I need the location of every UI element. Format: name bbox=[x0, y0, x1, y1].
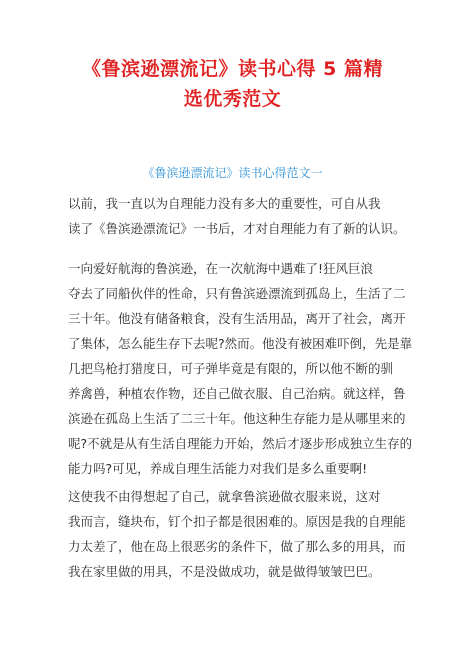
paragraph-1 bbox=[68, 191, 406, 241]
title-line: 选优秀范文 bbox=[183, 88, 282, 110]
text-line: 能力吗?可见，养成自理生活能力对我们是多么重要啊! bbox=[68, 461, 368, 476]
text-line: 读了《鲁滨逊漂流记》一书后，才对自理能力有了新的认识。 bbox=[68, 221, 406, 236]
text-line: 我而言，缝块布，钉个扣子都是很困难的。原因是我的自理能 bbox=[68, 514, 406, 529]
text-line: 这使我不由得想起了自己，就拿鲁滨逊做衣服来说，这对 bbox=[68, 489, 381, 504]
text-line: 三十年。他没有储备粮食，没有生活用品，离开了社会，离开 bbox=[68, 311, 406, 326]
text-line: 以前，我一直以为自理能力没有多大的重要性，可自从我 bbox=[68, 196, 381, 211]
section-subtitle: 《鲁滨逊漂流记》读书心得范文一 bbox=[142, 166, 323, 180]
text-line: 我在家里做的用具，不是没做成功，就是做得皱皱巴巴。 bbox=[68, 564, 381, 579]
text-line: 夺去了同船伙伴的性命，只有鲁滨逊漂流到孤岛上，生活了二 bbox=[68, 286, 406, 301]
text-line: 呢?不就是从有生活自理能力开始，然后才逐步形成独立生存的 bbox=[68, 436, 413, 451]
text-line: 力太差了，他在岛上很恶劣的条件下，做了那么多的用具，而 bbox=[68, 539, 406, 554]
text-line: 几把鸟枪打猎度日，可子弹毕竟是有限的，所以他不断的驯 bbox=[68, 361, 394, 376]
paragraph-3 bbox=[68, 484, 406, 584]
text-line: 了集体，怎么能生存下去呢?然而。他没有被困难吓倒，先是靠 bbox=[68, 336, 413, 351]
paragraph-2 bbox=[68, 256, 413, 481]
title-line: 《鲁滨逊漂流记》读书心得 5 篇精 bbox=[82, 58, 383, 80]
text-line: 养禽兽，种植农作物，还自己做衣服、自己治病。就这样，鲁 bbox=[68, 386, 406, 401]
document-title bbox=[70, 54, 395, 114]
text-line: 一向爱好航海的鲁滨逊，在一次航海中遇难了!狂风巨浪 bbox=[68, 261, 374, 276]
text-line: 滨逊在孤岛上生活了二三十年。他这种生存能力是从哪里来的 bbox=[68, 411, 406, 426]
